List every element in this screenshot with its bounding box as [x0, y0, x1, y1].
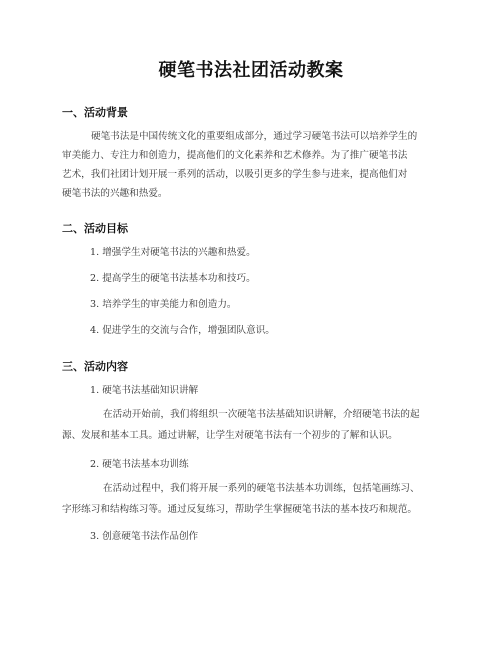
list-item: 3. 培养学生的审美能力和创造力。 — [90, 299, 237, 310]
document-title: 硬笔书法社团活动教案 — [158, 60, 344, 81]
paragraph-line: 源、发展和基本工具。通过讲解，让学生对硬笔书法有一个初步的了解和认识。 — [62, 430, 398, 441]
paragraph-line: 硬笔书法的兴趣和热爱。 — [62, 188, 168, 199]
list-item: 2. 提高学生的硬笔书法基本功和技巧。 — [90, 273, 256, 284]
list-item: 1. 硬笔书法基础知识讲解 — [90, 385, 199, 396]
list-item: 3. 创意硬笔书法作品创作 — [90, 531, 199, 542]
list-item: 2. 硬笔书法基本功训练 — [90, 459, 189, 470]
section-heading-goals: 二、活动目标 — [62, 222, 128, 235]
section-heading-content: 三、活动内容 — [62, 360, 128, 373]
paragraph-line: 硬笔书法是中国传统文化的重要组成部分，通过学习硬笔书法可以培养学生的 — [91, 131, 418, 142]
section-heading-background: 一、活动背景 — [62, 106, 128, 119]
paragraph-line: 艺术，我们社团计划开展一系列的活动，以吸引更多的学生参与进来，提高他们对 — [62, 169, 408, 180]
list-item: 1. 增强学生对硬笔书法的兴趣和热爱。 — [90, 247, 256, 258]
paragraph-line: 审美能力、专注力和创造力，提高他们的文化素养和艺术修养。为了推广硬笔书法 — [62, 150, 408, 161]
paragraph-line: 字形练习和结构练习等。通过反复练习，帮助学生掌握硬笔书法的基本技巧和规范。 — [62, 504, 417, 515]
paragraph-line: 在活动开始前，我们将组织一次硬笔书法基础知识讲解，介绍硬笔书法的起 — [103, 409, 420, 420]
list-item: 4. 促进学生的交流与合作，增强团队意识。 — [90, 325, 275, 336]
paragraph-line: 在活动过程中，我们将开展一系列的硬笔书法基本功训练，包括笔画练习、 — [103, 483, 420, 494]
